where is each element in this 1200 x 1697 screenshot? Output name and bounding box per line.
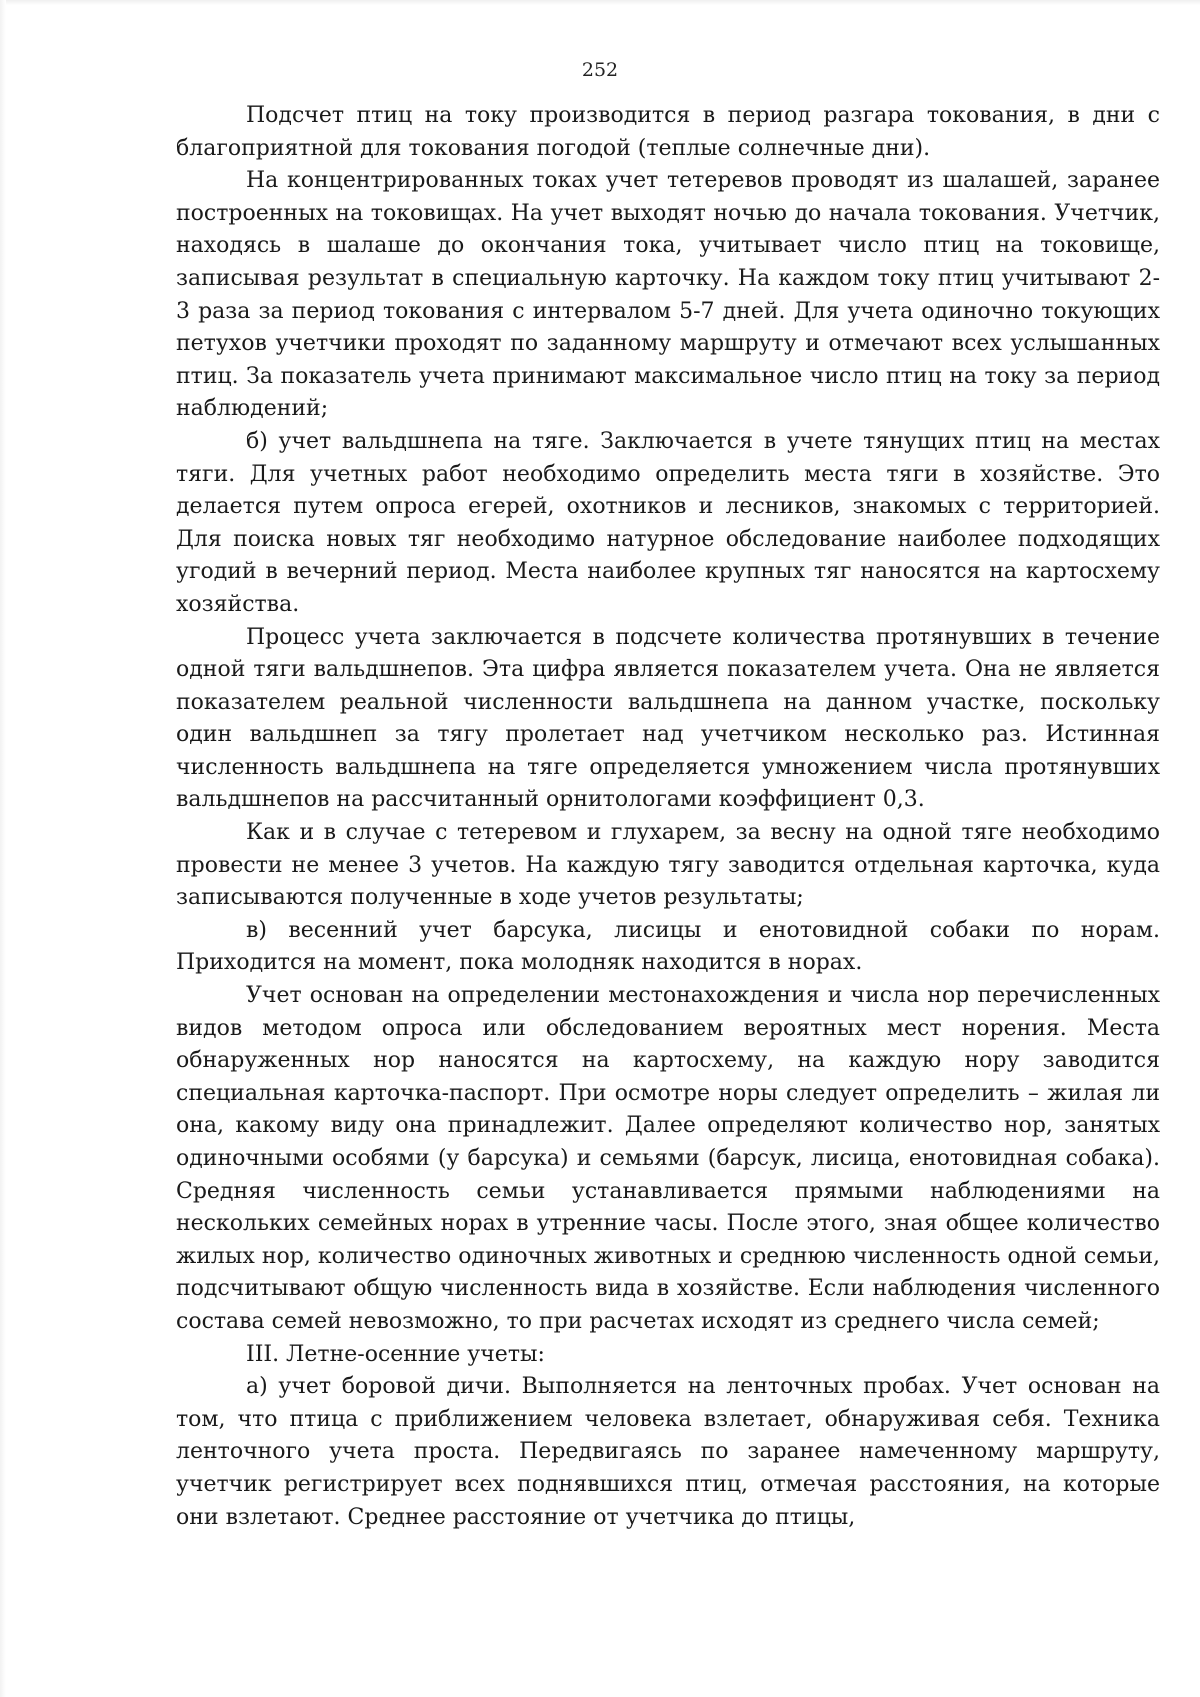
- scan-top-edge: [0, 0, 1200, 5]
- page-number: 252: [581, 59, 619, 81]
- scan-left-edge: [0, 0, 6, 1697]
- paragraph-2: На концентрированных токах учет тетеревов проводят из шалашей, заранее построенных на токовищах. На учет выходят ночью до начала токования. Учетчик, находясь в шалаше до окончания тока, учитывает число птиц на токовище, записывая результат в специальную карточку. На каждом току птиц учитывают 2-3 раза за период токования с интервалом 5-7 дней. Для учета одиночно токующих петухов учетчики проходят по заданному маршруту и отмечают всех услышанных птиц. За показатель учета принимают максимальное число птиц на току за период наблюдений;: [176, 168, 1160, 422]
- paragraph-1: Подсчет птиц на току производится в период разгара токования, в дни с благоприятной для токования погодой (теплые солнечные дни).: [176, 103, 1160, 161]
- section-heading: III. Летне-осенние учеты:: [246, 1341, 545, 1367]
- paragraph-4: Процесс учета заключается в подсчете количества протянувших в течение одной тяги вальдшнепов. Эта цифра является показателем учета. Она не является показателем реальной численности вальдшнепа на данном участке, поскольку один вальдшнеп за тягу пролетает над учетчиком несколько раз. Истинная численность вальдшнепа на тяге определяется умножением числа протянувших вальдшнепов на рассчитанный орнитологами коэффициент 0,3.: [176, 624, 1160, 813]
- paragraph-3: б) учет вальдшнепа на тяге. Заключается в учете тянущих птиц на местах тяги. Для учетных работ необходимо определить места тяги в хозяйстве. Это делается путем опроса егерей, охотников и лесников, знакомых с территорией. Для поиска новых тяг необходимо натурное обследование наиболее подходящих угодий в вечерний период. Места наиболее крупных тяг наносятся на картосхему хозяйства.: [176, 428, 1160, 617]
- paragraph-9: а) учет боровой дичи. Выполняется на ленточных пробах. Учет основан на том, что птица с приближением человека взлетает, обнаруживая себя. Техника ленточного учета проста. Передвигаясь по заранее намеченному маршруту, учетчик регистрирует всех поднявшихся птиц, отмечая расстояния, на которые они взлетают. Среднее расстояние от учетчика до птицы,: [176, 1374, 1160, 1530]
- paragraph-5: Как и в случае с тетеревом и глухарем, за весну на одной тяге необходимо провести не менее 3 учетов. На каждую тягу заводится отдельная карточка, куда записываются полученные в ходе учетов результаты;: [176, 820, 1160, 911]
- body-text: [176, 100, 1160, 1534]
- paragraph-6: в) весенний учет барсука, лисицы и енотовидной собаки по норам. Приходится на момент, пока молодняк находится в норах.: [176, 917, 1160, 976]
- paragraph-7: Учет основан на определении местонахождения и числа нор перечисленных видов методом опроса или обследованием вероятных мест норения. Места обнаруженных нор наносятся на картосхему, на каждую нору заводится специальная карточка-паспорт. При осмотре норы следует определить – жилая ли она, какому виду она принадлежит. Далее определяют количество нор, занятых одиночными особями (у барсука) и семьями (барсук, лисица, енотовидная собака). Средняя численность семьи устанавливается прямыми наблюдениями на нескольких семейных норах в утренние часы. После этого, зная общее количество жилых нор, количество одиночных животных и среднюю численность одной семьи, подсчитывают общую численность вида в хозяйстве. Если наблюдения численного состава семей невозможно, то при расчетах исходят из среднего числа семей;: [176, 983, 1160, 1334]
